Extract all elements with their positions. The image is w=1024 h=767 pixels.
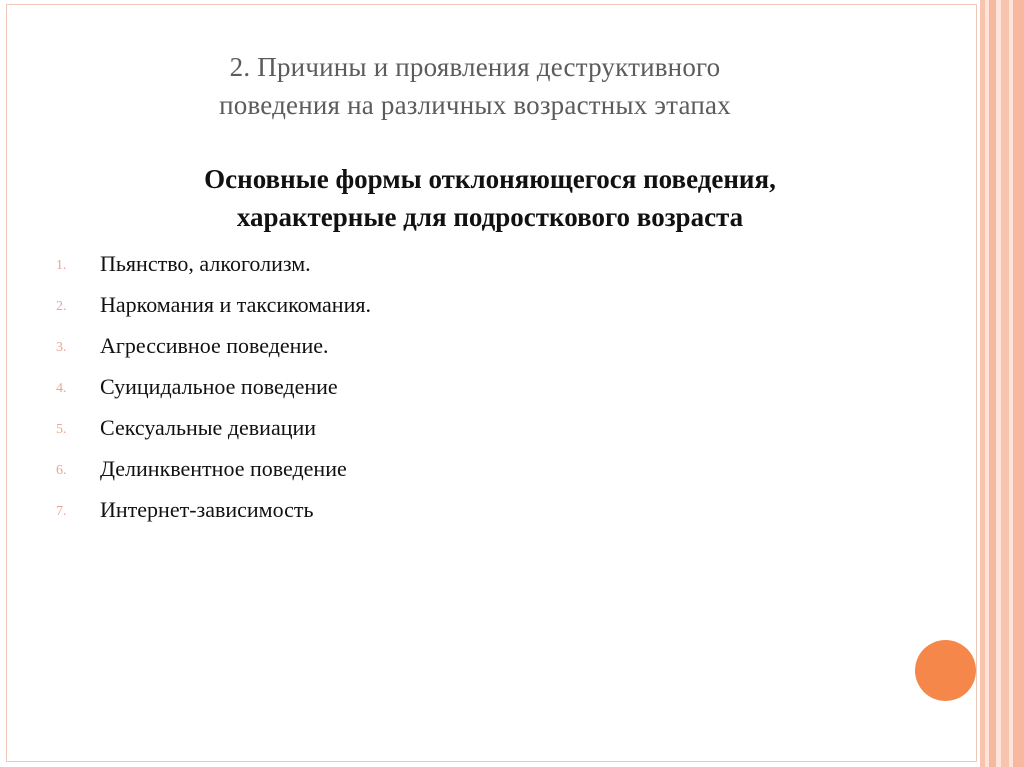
item-text: Пьянство, алкоголизм.	[100, 251, 311, 276]
item-number: 1.	[56, 258, 67, 273]
item-text: Сексуальные девиации	[100, 415, 317, 440]
list-item	[56, 489, 876, 530]
item-number: 3.	[56, 340, 67, 355]
title-line: 2. Причины и проявления деструктивного	[229, 52, 721, 82]
list-item	[56, 448, 876, 489]
numbered-list	[56, 243, 876, 530]
item-number: 5.	[56, 422, 67, 437]
item-text: Интернет-зависимость	[100, 497, 314, 522]
list-item	[56, 243, 876, 284]
slide-subtitle	[80, 160, 900, 236]
title-line: поведения на различных возрастных этапах	[219, 90, 731, 120]
item-text: Делинквентное поведение	[100, 456, 347, 481]
decor-stripe	[989, 0, 996, 767]
decor-stripe	[1001, 0, 1009, 767]
item-number: 6.	[56, 463, 67, 478]
list-item	[56, 407, 876, 448]
item-number: 7.	[56, 504, 67, 519]
item-text: Суицидальное поведение	[100, 374, 338, 399]
list-item	[56, 325, 876, 366]
subtitle-line: Основные формы отклоняющегося поведения,	[204, 164, 776, 194]
decor-stripe	[1013, 0, 1024, 767]
orange-circle-decoration	[915, 640, 976, 701]
item-text: Агрессивное поведение.	[100, 333, 329, 358]
slide-title	[60, 48, 890, 124]
subtitle-line: характерные для подросткового возраста	[236, 202, 744, 232]
item-text: Наркомания и таксикомания.	[100, 292, 371, 317]
item-number: 4.	[56, 381, 67, 396]
list-item	[56, 366, 876, 407]
item-number: 2.	[56, 299, 67, 314]
list-item	[56, 284, 876, 325]
